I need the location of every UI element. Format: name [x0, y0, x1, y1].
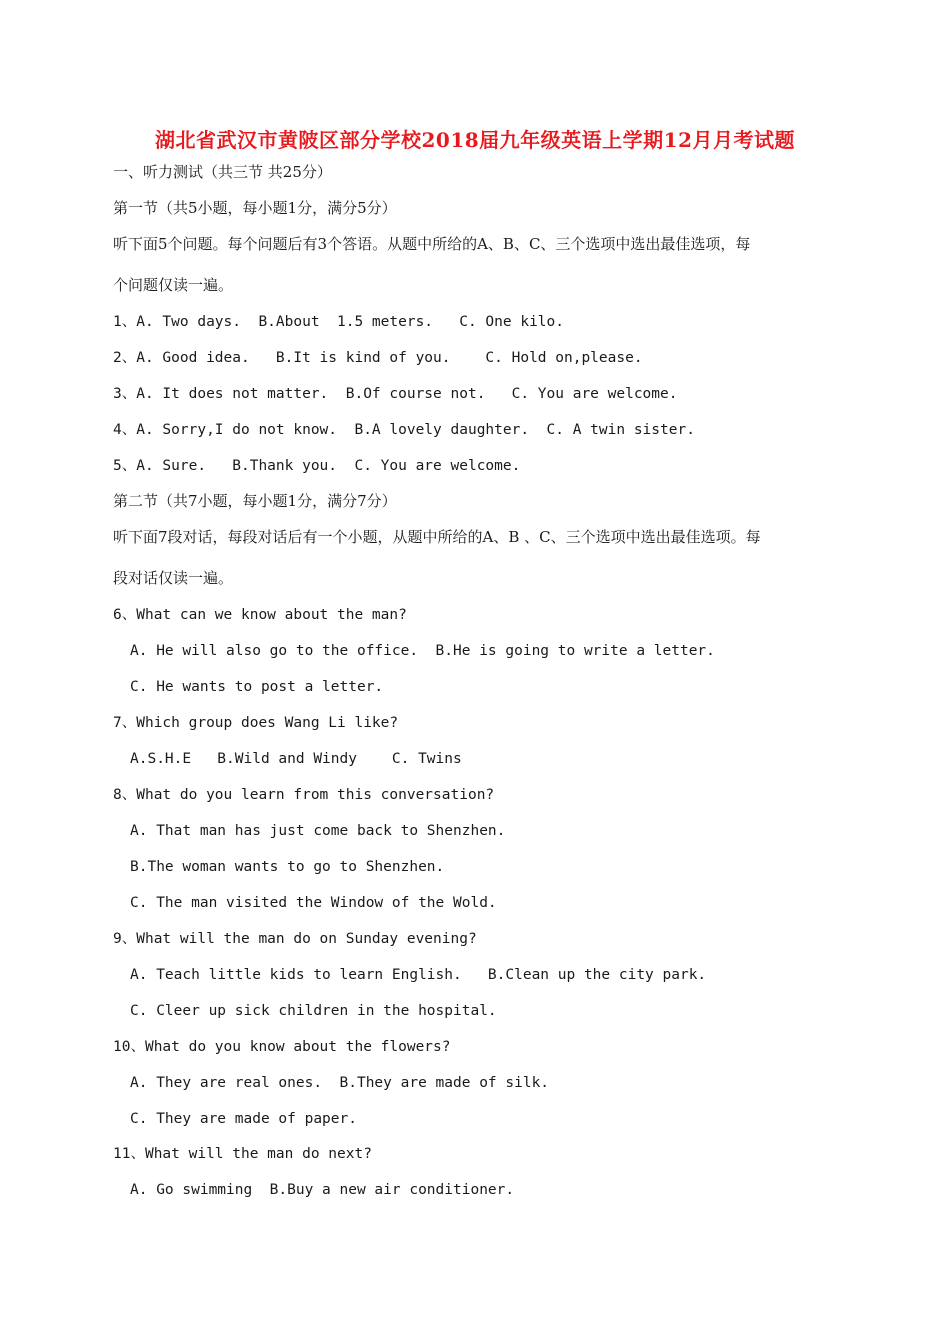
answer-options: C. The man visited the Window of the Wold. [130, 895, 497, 911]
answer-options: A. Go swimming B.Buy a new air conditioner. [130, 1182, 515, 1198]
section-heading: 第一节（共5小题，每小题1分，满分5分） [113, 199, 397, 217]
page-title: 湖北省武汉市黄陂区部分学校2018届九年级英语上学期12月月考试题 [155, 128, 795, 152]
question-item: 2、A. Good idea. B.It is kind of you. C. Hold on,please. [113, 350, 643, 366]
instruction-text: 段对话仅读一遍。 [113, 569, 234, 587]
answer-options: C. They are made of paper. [130, 1111, 357, 1127]
question-item: 5、A. Sure. B.Thank you. C. You are welcome. [113, 458, 521, 474]
answer-options: C. He wants to post a letter. [130, 679, 384, 695]
question-item: 8、What do you learn from this conversation? [113, 787, 495, 803]
part-heading: 一、听力测试（共三节 共25分） [113, 163, 332, 181]
answer-options: A. They are real ones. B.They are made of silk. [130, 1075, 550, 1091]
answer-options: A. He will also go to the office. B.He is going to write a letter. [130, 643, 715, 659]
instruction-text: 个问题仅读一遍。 [113, 276, 234, 294]
question-item: 3、A. It does not matter. B.Of course not. C. You are welcome. [113, 386, 678, 402]
question-item: 4、A. Sorry,I do not know. B.A lovely daughter. C. A twin sister. [113, 422, 695, 438]
question-item: 11、What will the man do next? [113, 1146, 372, 1162]
section-heading: 第二节（共7小题，每小题1分，满分7分） [113, 492, 397, 510]
question-item: 7、Which group does Wang Li like? [113, 715, 399, 731]
answer-options: C. Cleer up sick children in the hospital. [130, 1003, 497, 1019]
answer-options: B.The woman wants to go to Shenzhen. [130, 859, 445, 875]
instruction-text: 听下面5个问题。每个问题后有3个答语。从题中所给的A、B、C、三个选项中选出最佳选项，每 [113, 235, 751, 253]
answer-options: A. Teach little kids to learn English. B.Clean up the city park. [130, 967, 707, 983]
question-item: 6、What can we know about the man? [113, 607, 407, 623]
question-item: 10、What do you know about the flowers? [113, 1039, 451, 1055]
instruction-text: 听下面7段对话，每段对话后有一个小题，从题中所给的A、B 、C、三个选项中选出最佳选项。每 [113, 528, 761, 546]
question-item: 1、A. Two days. B.About 1.5 meters. C. One kilo. [113, 314, 564, 330]
answer-options: A. That man has just come back to Shenzhen. [130, 823, 506, 839]
question-item: 9、What will the man do on Sunday evening? [113, 931, 477, 947]
answer-options: A.S.H.E B.Wild and Windy C. Twins [130, 751, 462, 767]
